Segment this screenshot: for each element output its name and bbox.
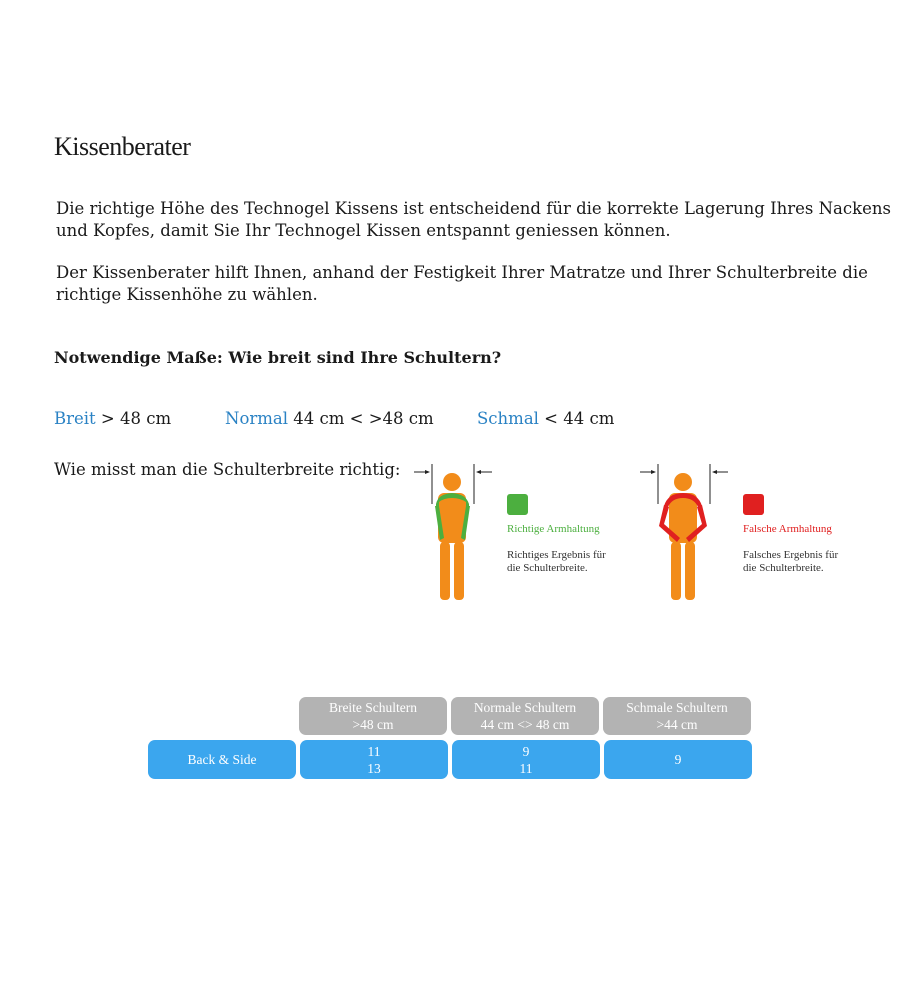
green-square-icon — [507, 494, 528, 515]
size-range: > 48 cm — [95, 409, 172, 428]
correct-title: Richtige Armhaltung — [507, 523, 600, 535]
header-line: >44 cm — [656, 717, 698, 732]
size-schmal — [477, 409, 614, 428]
section-heading: Notwendige Maße: Wie breit sind Ihre Schultern? — [54, 348, 502, 367]
table-cell-schmale — [604, 740, 752, 779]
wrong-desc-line: die Schulterbreite. — [743, 562, 824, 574]
size-range: 44 cm < >48 cm — [288, 409, 434, 428]
figure-correct-posture — [408, 462, 508, 607]
header-line: Breite Schultern — [328, 700, 418, 715]
header-line: Schmale Schultern — [626, 700, 728, 715]
measure-question: Wie misst man die Schulterbreite richtig: — [54, 460, 401, 479]
table-cell-breite — [300, 740, 448, 779]
person-correct-illustration — [408, 462, 508, 607]
size-breit — [54, 409, 171, 428]
size-normal — [225, 409, 434, 428]
intro-line: richtige Kissenhöhe zu wählen. — [56, 285, 318, 304]
size-range: < 44 cm — [538, 409, 615, 428]
header-line: >48 cm — [352, 717, 394, 732]
intro-line: Der Kissenberater hilft Ihnen, anhand der Festigkeit Ihrer Matratze und Ihrer Schulterbreite die — [56, 263, 868, 282]
page-title: Kissenberater — [54, 132, 191, 161]
red-square-icon — [743, 494, 764, 515]
wrong-title: Falsche Armhaltung — [743, 523, 832, 535]
correct-desc-line: die Schulterbreite. — [507, 562, 588, 574]
table-header-normale — [451, 697, 599, 735]
header-line: 44 cm <> 48 cm — [480, 717, 570, 732]
table-row-label: Back & Side — [148, 740, 296, 779]
intro-paragraph-1 — [56, 198, 896, 242]
header-line: Normale Schultern — [473, 700, 577, 715]
intro-paragraph-2 — [56, 262, 896, 306]
cell-line: 13 — [367, 760, 381, 776]
table-header-schmale — [603, 697, 751, 735]
size-label: Breit — [54, 409, 96, 428]
table-cell-normale — [452, 740, 600, 779]
cell-line: 11 — [519, 760, 533, 776]
cell-line: 9 — [674, 752, 682, 767]
cell-line: 11 — [367, 743, 381, 759]
person-wrong-illustration — [634, 462, 734, 607]
correct-desc — [507, 549, 606, 575]
intro-line: und Kopfes, damit Sie Ihr Technogel Kissen entspannt geniessen können. — [56, 221, 671, 240]
correct-swatch — [507, 494, 528, 515]
figure-wrong-posture — [634, 462, 734, 607]
size-label: Normal — [225, 409, 289, 428]
table-header-breite — [299, 697, 447, 735]
intro-line: Die richtige Höhe des Technogel Kissens ist entscheidend für die korrekte Lagerung Ihres Nackens — [56, 199, 891, 218]
correct-desc-line: Richtiges Ergebnis für — [507, 549, 606, 561]
wrong-swatch — [743, 494, 764, 515]
cell-line: 9 — [522, 743, 530, 759]
wrong-desc — [743, 549, 838, 575]
wrong-desc-line: Falsches Ergebnis für — [743, 549, 839, 561]
size-label: Schmal — [477, 409, 539, 428]
